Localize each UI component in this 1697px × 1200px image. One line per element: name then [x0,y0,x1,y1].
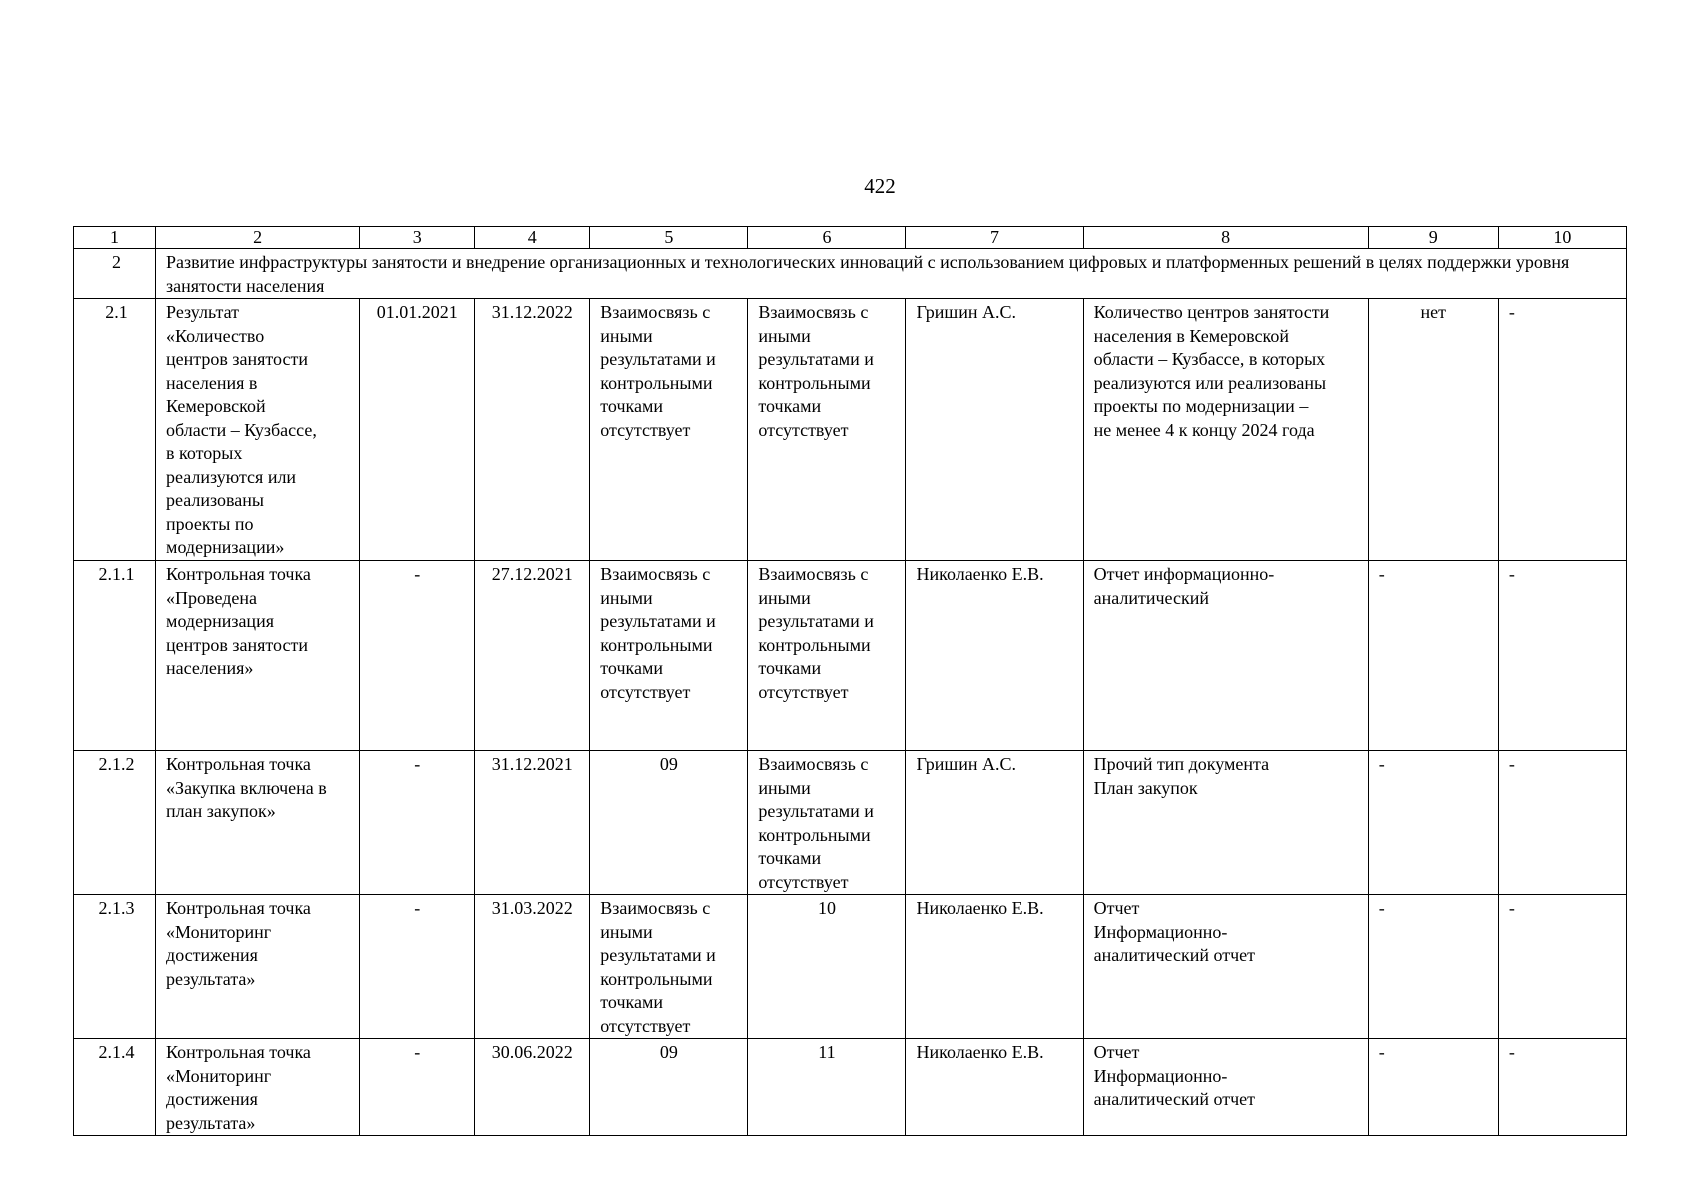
row-number: 2.1.1 [74,561,156,751]
row-col9: - [1368,561,1498,751]
column-number: 4 [475,227,590,249]
row-start-date: - [360,751,475,895]
row-col10: - [1498,561,1626,751]
row-name: Контрольная точка «Закупка включена в план закупок» [156,751,360,895]
row-col9: - [1368,751,1498,895]
section-number: 2 [74,249,156,299]
row-predecessor: 09 [590,751,748,895]
row-end-date: 31.12.2022 [475,299,590,561]
table-row [74,299,1627,561]
row-number: 2.1.2 [74,751,156,895]
row-successor: 10 [748,895,906,1039]
column-number: 8 [1083,227,1368,249]
column-number-row [74,227,1627,249]
row-col10: - [1498,299,1626,561]
column-number: 10 [1498,227,1626,249]
plan-table [73,226,1627,1136]
row-number: 2.1.4 [74,1039,156,1136]
column-number: 7 [906,227,1083,249]
row-number: 2.1 [74,299,156,561]
column-number: 6 [748,227,906,249]
row-end-date: 30.06.2022 [475,1039,590,1136]
row-responsible: Николаенко Е.В. [906,895,1083,1039]
row-name: Результат «Количество центров занятости населения в Кемеровской области – Кузбассе, в которых реализуются или реализованы проекты по модернизации» [156,299,360,561]
row-result: Количество центров занятости населения в Кемеровской области – Кузбассе, в которых реализуются или реализованы проекты по модернизации – не менее 4 к концу 2024 года [1083,299,1368,561]
row-col10: - [1498,895,1626,1039]
row-end-date: 27.12.2021 [475,561,590,751]
page-number: 422 [864,174,896,198]
column-number: 5 [590,227,748,249]
row-start-date: - [360,895,475,1039]
row-result: Отчет Информационно- аналитический отчет [1083,1039,1368,1136]
row-end-date: 31.03.2022 [475,895,590,1039]
row-predecessor: Взаимосвязь с иными результатами и контрольными точками отсутствует [590,561,748,751]
row-result: Прочий тип документа План закупок [1083,751,1368,895]
row-start-date: - [360,1039,475,1136]
row-predecessor: Взаимосвязь с иными результатами и контрольными точками отсутствует [590,895,748,1039]
section-title: Развитие инфраструктуры занятости и внедрение организационных и технологических инноваций с использованием цифровых и платформенных решений в целях поддержки уровня занятости населения [156,249,1627,299]
row-start-date: - [360,561,475,751]
row-successor: 11 [748,1039,906,1136]
row-number: 2.1.3 [74,895,156,1039]
row-name: Контрольная точка «Мониторинг достижения результата» [156,1039,360,1136]
table-row [74,751,1627,895]
row-predecessor: Взаимосвязь с иными результатами и контрольными точками отсутствует [590,299,748,561]
row-name: Контрольная точка «Проведена модернизация центров занятости населения» [156,561,360,751]
row-responsible: Николаенко Е.В. [906,1039,1083,1136]
row-name: Контрольная точка «Мониторинг достижения результата» [156,895,360,1039]
row-successor: Взаимосвязь с иными результатами и контрольными точками отсутствует [748,751,906,895]
row-col9: - [1368,895,1498,1039]
column-number: 9 [1368,227,1498,249]
row-responsible: Гришин А.С. [906,299,1083,561]
row-responsible: Николаенко Е.В. [906,561,1083,751]
row-start-date: 01.01.2021 [360,299,475,561]
row-col9: - [1368,1039,1498,1136]
row-result: Отчет Информационно- аналитический отчет [1083,895,1368,1039]
row-successor: Взаимосвязь с иными результатами и контрольными точками отсутствует [748,561,906,751]
table-row [74,561,1627,751]
table-row [74,1039,1627,1136]
column-number: 1 [74,227,156,249]
table-row [74,895,1627,1039]
row-end-date: 31.12.2021 [475,751,590,895]
row-col9: нет [1368,299,1498,561]
row-col10: - [1498,1039,1626,1136]
column-number: 3 [360,227,475,249]
row-successor: Взаимосвязь с иными результатами и контрольными точками отсутствует [748,299,906,561]
section-row [74,249,1627,299]
row-responsible: Гришин А.С. [906,751,1083,895]
column-number: 2 [156,227,360,249]
row-predecessor: 09 [590,1039,748,1136]
row-result: Отчет информационно- аналитический [1083,561,1368,751]
row-col10: - [1498,751,1626,895]
